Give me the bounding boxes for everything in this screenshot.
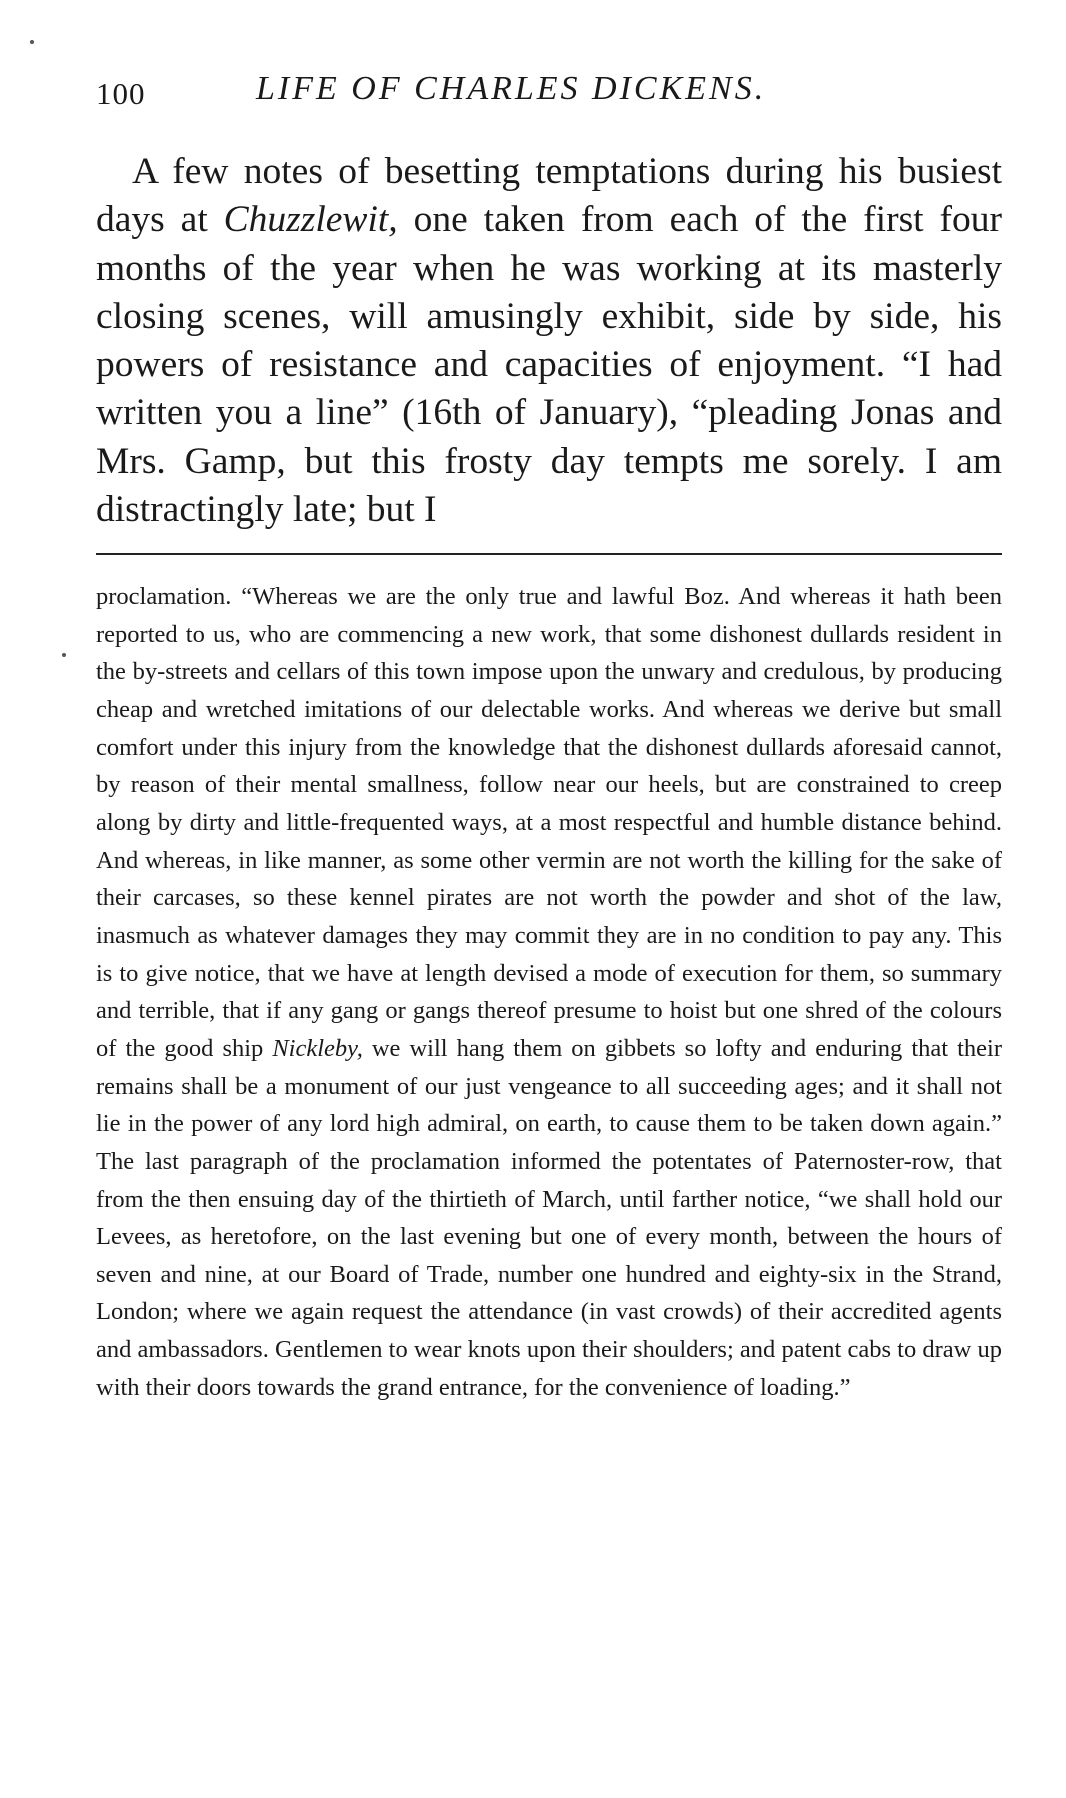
running-title: LIFE OF CHARLES DICKENS. (256, 70, 767, 107)
main-text (96, 148, 1002, 534)
main-paragraph (96, 148, 1002, 534)
footnote-text-part-2: we will hang them on gibbets so lofty and enduring that their remains shall be a monument of our just vengeance to all succeeding ages; and it shall not lie in the power of any lord high admiral, on earth, to cause them to be taken down again.” The last paragraph of the proclamation informed the potentates of Paternoster-row, that from the then ensuing day of the thirtieth of March, until farther notice, “we shall hold our Levees, as heretofore, on the last evening but one of every month, between the hours of seven and nine, at our Board of Trade, number one hundred and eighty-six in the Strand, London; where we again request the attendance (in vast crowds) of their accredited agents and ambassadors. Gentlemen to wear knots upon their shoulders; and patent cabs to draw up with their doors towards the grand entrance, for the convenience of loading.” (96, 1034, 1002, 1401)
main-text-part-1: A few notes of besetting temptations during his busiest days at (96, 151, 1002, 241)
page-number: 100 (96, 76, 146, 111)
ink-speck (62, 653, 66, 657)
main-text-part-2: one taken from each of the first four months of the year when he was working at its masterly closing scenes, will amusingly exhibit, side by side, his powers of resistance and capacities of enjoyment. “I had written you a line” (16th of January), “pleading Jonas and Mrs. Gamp, but this frosty day tempts me sorely. I am distractingly late; but I (96, 199, 1002, 531)
footnote (96, 578, 1002, 1406)
ship-name: Nickleby, (272, 1034, 363, 1062)
page-header (96, 62, 1002, 112)
ink-speck (30, 40, 34, 44)
book-page (96, 0, 1002, 1798)
book-title: Chuzzlewit, (223, 199, 398, 241)
footnote-rule (96, 553, 1002, 555)
footnote-text-part-1: proclamation. “Whereas we are the only true and lawful Boz. And whereas it hath been reported to us, who are commencing a new work, that some dishonest dullards resident in the by-streets and cellars of this town impose upon the unwary and credulous, by producing cheap and wretched imitations of our delectable works. And whereas we derive but small comfort under this injury from the knowledge that the dishonest dullards aforesaid cannot, by reason of their mental smallness, follow near our heels, but are constrained to creep along by dirty and little-frequented ways, at a most respectful and humble distance behind. And whereas, in like manner, as some other vermin are not worth the killing for the sake of their carcases, so these kennel pirates are not worth the powder and shot of the law, inasmuch as whatever damages they may commit they are in no condition to pay any. This is to give notice, that we have at length devised a mode of execution for them, so summary and terrible, that if any gang or gangs thereof presume to hoist but one shred of the colours of the good ship (96, 583, 1002, 1062)
footnote-paragraph (96, 578, 1002, 1406)
